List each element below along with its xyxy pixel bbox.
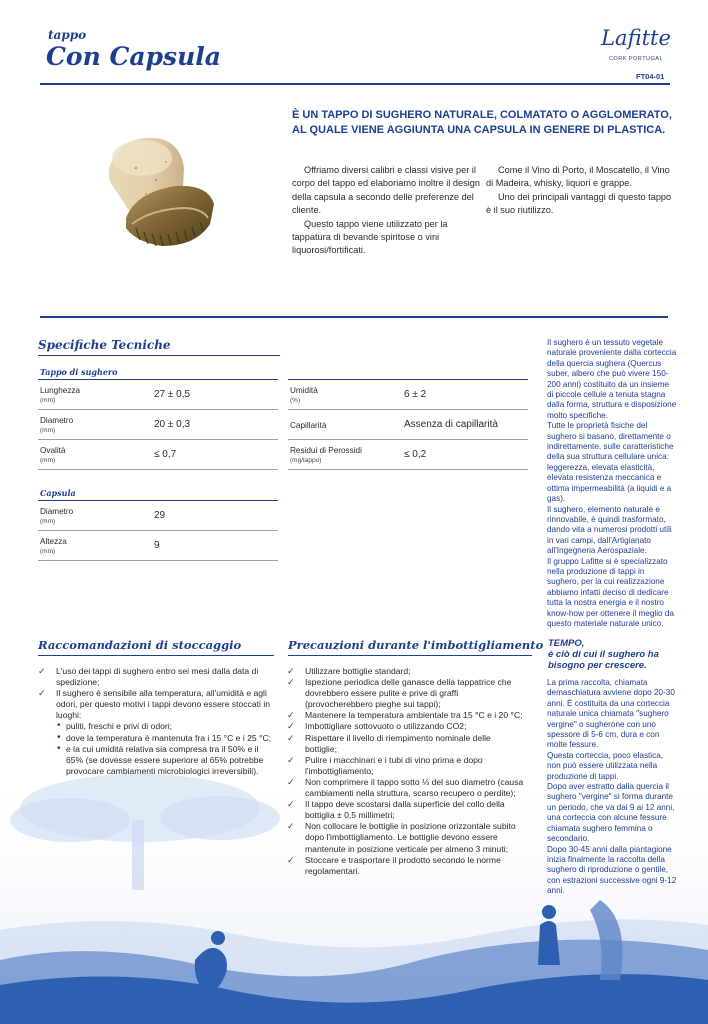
bottling-title-underline bbox=[288, 655, 532, 656]
list-item bbox=[38, 688, 274, 777]
spec-value: 20 ± 0,3 bbox=[154, 419, 191, 430]
tempo-heading: TEMPO, bbox=[548, 638, 585, 649]
check-icon: ✓ bbox=[38, 688, 46, 699]
list-item-text: Stoccare e trasportare il prodotto secondo le norme regolamentari. bbox=[305, 854, 501, 876]
storage-title-underline bbox=[38, 655, 274, 656]
capsule-specs-label: Capsula bbox=[40, 488, 76, 498]
spec-value: Assenza di capillarità bbox=[404, 419, 498, 430]
sidebar-paragraph: Il gruppo Lafitte si è specializzato nella produzione di tappi in sughero, per la cui realizzazione abbiamo infatti deciso di dedicare tutta la nostra energia e il nostro know-how per ottenere il meglio da questo materiale naturale unico. bbox=[547, 556, 674, 628]
header-divider bbox=[40, 83, 670, 85]
harvest-info-sidebar bbox=[547, 678, 677, 897]
table-row bbox=[38, 380, 278, 410]
list-item-text: Il sughero è sensibile alla temperatura, all'umidità e agli odori, per questo motivi i tappi devono essere stoccati in luoghi: bbox=[56, 688, 271, 721]
list-item-text: Rispettare il livello di riempimento nominale delle bottiglie; bbox=[305, 732, 491, 754]
list-item-text: Imbottigliare sottovuoto o utilizzando CO2; bbox=[305, 721, 467, 732]
table-row bbox=[38, 531, 278, 561]
sidebar-paragraph: Il sughero, elemento naturale e rinnovabile, è quindi trasformato, dando vita a numerosi prodotti utili in vari campi, dall'Artigianato all'Ingegneria Aerospaziale. bbox=[547, 504, 672, 556]
logo-wordmark: Lafitte bbox=[601, 26, 671, 50]
spec-name: Ovalità bbox=[40, 446, 66, 455]
sidebar-paragraph: Questa corteccia, poco elastica, non può essere utilizzata nella produzione di tappi. bbox=[547, 750, 664, 781]
sidebar-paragraph: Tutte le proprietà fisiche del sughero si basano, direttamente o indirettamente, sulle caratteristiche della sua struttura cellulare unica: leggerezza, elevata elasticità, elevata resistenza meccanica e ottima impermeabilità (a liquidi e a gas). bbox=[547, 421, 674, 504]
table-row bbox=[38, 440, 278, 470]
list-item bbox=[287, 721, 525, 732]
tempo-subheading: è ciò di cui il sughero ha bisogno per crescere. bbox=[548, 649, 659, 671]
bottling-list bbox=[287, 666, 525, 877]
spec-unit: (mm) bbox=[40, 518, 56, 525]
list-item bbox=[287, 710, 525, 721]
product-subtitle: tappo bbox=[48, 28, 87, 42]
list-item bbox=[287, 821, 525, 854]
check-icon: ✓ bbox=[287, 732, 295, 743]
list-item-text: Non comprimere il tappo sotto ⅓ del suo diametro (causa cambiamenti nella struttura, scarso recupero o perdite); bbox=[305, 776, 524, 799]
storage-title: Raccomandazioni di stoccaggio bbox=[38, 638, 242, 652]
sidebar-paragraph: Il sughero è un tessuto vegetale naturale proveniente dalla corteccia della quercia sughera (Quercus suber, albero che può vivere 150-200 anni) costituito da un insieme di piccole cellule a tenuta stagna dalla forma, struttura e disposizione molto specifiche. bbox=[547, 338, 677, 420]
check-icon: ✓ bbox=[287, 721, 295, 732]
physical-specs-table bbox=[288, 379, 528, 470]
spec-value: 9 bbox=[154, 540, 160, 551]
bullet-icon: • bbox=[57, 742, 61, 754]
list-item bbox=[287, 777, 525, 799]
spec-unit: (%) bbox=[290, 397, 301, 404]
specs-title: Specifiche Tecniche bbox=[38, 338, 171, 352]
check-icon: ✓ bbox=[287, 821, 295, 832]
table-row bbox=[288, 410, 528, 440]
list-item-text: dove la temperatura è mantenuta fra i 15 °C e i 25 °C; bbox=[66, 732, 272, 743]
intro-paragraph: Uno dei principali vantaggi di questo tappo è il suo riutilizzo. bbox=[486, 191, 672, 216]
sidebar-paragraph: Dopo 30-45 anni dalla piantagione inizia finalmente la raccolta della sughero di riproduzione o gentile, con estrazioni successive ogni 9-12 anni. bbox=[547, 844, 677, 896]
tempo-callout bbox=[548, 638, 678, 671]
list-item bbox=[56, 744, 274, 777]
list-item-text: Utilizzare bottiglie standard; bbox=[305, 666, 411, 676]
cork-stopper-image bbox=[96, 128, 226, 256]
spec-name: Lunghezza bbox=[40, 386, 81, 395]
sidebar-paragraph: Dopo aver estratto dalla quercia il sughero "vergine" si forma durante un periodo, che va dai 9 ai 12 anni, una corteccia con alcune fessure chiamata sughero femmina o secondario. bbox=[547, 782, 675, 844]
capsule-specs-table bbox=[38, 500, 278, 561]
storage-list bbox=[38, 666, 274, 777]
list-item bbox=[287, 677, 525, 710]
list-item-text: e la cui umidità relativa sia compresa tra il 50% e il 65% (se dovesse essere superiore al 65% potrebbe provocare cambiamenti microbiologici irreversibili). bbox=[66, 743, 264, 776]
spec-unit: (mm) bbox=[40, 548, 56, 555]
list-item bbox=[287, 799, 525, 821]
lafitte-logo bbox=[596, 26, 676, 68]
spec-unit: (mg/tappo) bbox=[290, 457, 322, 464]
specs-title-underline bbox=[38, 355, 280, 356]
spec-unit: (mm) bbox=[40, 427, 56, 434]
bullet-icon: • bbox=[57, 731, 61, 743]
spec-unit: (mm) bbox=[40, 457, 56, 464]
spec-name: Diametro bbox=[40, 416, 74, 425]
list-item bbox=[287, 733, 525, 755]
intro-heading: È UN TAPPO DI SUGHERO NATURALE, COLMATATO O AGGLOMERATO, AL QUALE VIENE AGGIUNTA UNA CAPSULA IN GENERE DI PLASTICA. bbox=[292, 109, 672, 136]
list-item bbox=[38, 666, 274, 688]
intro-paragraph: Come il Vino di Porto, il Moscatello, il Vino di Madeira, whisky, liquori e grappe. bbox=[486, 165, 670, 189]
list-item-text: puliti, freschi e privi di odori; bbox=[66, 721, 173, 732]
list-item bbox=[287, 666, 525, 677]
intro-column-2 bbox=[486, 164, 672, 218]
check-icon: ✓ bbox=[287, 666, 295, 676]
spec-name: Capillarità bbox=[290, 421, 327, 430]
list-item-text: Non collocare le bottiglie in posizione orizzontale subito dopo l'imbottigliamento. Le bottiglie devono essere mantenute in posizione verticale per almeno 3 minuti; bbox=[305, 821, 516, 854]
page-title: Con Capsula bbox=[46, 42, 221, 71]
list-item-text: Il tappo deve scostarsi dalla superficie del collo della bottiglia ± 0,5 millimetri; bbox=[305, 799, 505, 821]
cork-specs-label: Tappo di sughero bbox=[40, 367, 118, 377]
sidebar-paragraph: La prima raccolta, chiamata demaschiatura avviene dopo 20-30 anni. È costituita da una corteccia naturale unica chiamata "sughero vergine" o sugherone con uno spessore di 5-6 cm, dura e con molte fessure. bbox=[547, 678, 675, 750]
spec-value: 29 bbox=[154, 510, 166, 521]
check-icon: ✓ bbox=[287, 710, 295, 721]
check-icon: ✓ bbox=[287, 754, 295, 765]
intro-paragraph: Offriamo diversi calibri e classi visive per il corpo del tappo ed elaboriamo inoltre il design della capsula a secondo delle preferenze del cliente. bbox=[292, 165, 480, 216]
logo-tagline: CORK PORTUGAL bbox=[608, 56, 664, 62]
check-icon: ✓ bbox=[38, 666, 46, 676]
spec-value: ≤ 0,2 bbox=[404, 449, 427, 460]
intro-paragraph: Questo tappo viene utilizzato per la tappatura di bevande spiritose o vini liquorosi/fortificati. bbox=[292, 218, 448, 256]
spec-name: Umidità bbox=[290, 386, 318, 395]
list-item bbox=[56, 721, 274, 732]
spec-name: Residui di Perossidi bbox=[290, 446, 362, 455]
cork-specs-table bbox=[38, 379, 278, 470]
check-icon: ✓ bbox=[287, 677, 295, 688]
storage-sublist bbox=[56, 721, 274, 776]
section-divider bbox=[40, 316, 668, 318]
bullet-icon: • bbox=[57, 720, 61, 732]
list-item bbox=[56, 733, 274, 744]
spec-name: Diametro bbox=[40, 507, 74, 516]
bottling-title: Precauzioni durante l'imbottigliamento bbox=[288, 638, 544, 652]
list-item-text: L'uso dei tappi di sughero entro sei mesi dalla data di spedizione; bbox=[56, 666, 259, 688]
intro-column-1 bbox=[292, 164, 482, 258]
check-icon: ✓ bbox=[287, 799, 295, 810]
spec-value: ≤ 0,7 bbox=[154, 449, 177, 460]
list-item-text: Mantenere la temperatura ambientale tra 15 °C e i 20 °C; bbox=[305, 710, 523, 721]
spec-value: 6 ± 2 bbox=[404, 389, 427, 400]
spec-name: Altezza bbox=[40, 537, 67, 546]
table-row bbox=[288, 380, 528, 410]
check-icon: ✓ bbox=[287, 854, 295, 865]
spec-unit: (mm) bbox=[40, 397, 56, 404]
document-code: FT04-01 bbox=[636, 72, 665, 81]
spec-value: 27 ± 0,5 bbox=[154, 389, 191, 400]
list-item bbox=[287, 755, 525, 777]
check-icon: ✓ bbox=[287, 776, 295, 787]
list-item-text: Ispezione periodica delle ganasce della tappatrice che dovrebbero essere pulite e prive di graffi (provocherebbero pieghe sui tappi); bbox=[305, 677, 512, 710]
cork-info-sidebar bbox=[547, 338, 677, 629]
list-item-text: Pulire i macchinari e i tubi di vino prima e dopo l'imbottigliamento; bbox=[305, 754, 483, 776]
table-row bbox=[38, 501, 278, 531]
table-row bbox=[288, 440, 528, 470]
list-item bbox=[287, 855, 525, 877]
table-row bbox=[38, 410, 278, 440]
